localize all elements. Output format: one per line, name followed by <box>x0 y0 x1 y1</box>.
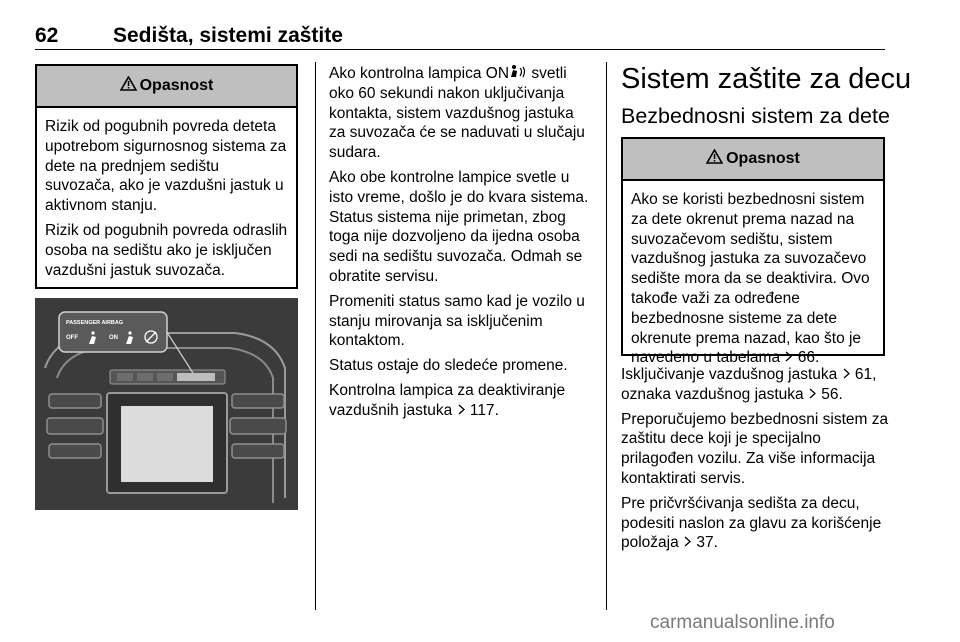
text-run: Isključivanje vazdušnog jastuka <box>621 366 842 383</box>
middle-column <box>329 64 594 426</box>
warning-heading <box>623 139 883 181</box>
warning-heading-text: Opasnost <box>726 150 800 167</box>
warning-paragraph: Rizik od pogubnih povreda deteta upotrebom sigurnosnog sistema za dete na prednjem sedištu suvozača, ako je vazdušni jastuk u aktivnom stanju. <box>45 118 287 215</box>
column-divider-left <box>315 62 316 610</box>
warning-heading <box>37 66 296 108</box>
text-run: . <box>814 349 820 367</box>
page-reference-link[interactable]: 66 <box>797 349 815 367</box>
body-paragraph: Ako obe kontrolne lampice svetle u isto vreme, došlo je do kvara sistema. Status sistema nije primetan, zbog toga nije dozvoljeno da ijedna osoba sedi na sedištu suvozača. Odmah se obratite servisu. <box>329 168 589 285</box>
warning-triangle-icon <box>120 76 137 96</box>
page-number: 62 <box>35 24 59 47</box>
page-ref-arrow-icon <box>457 402 466 419</box>
body-paragraph <box>621 494 889 553</box>
body-paragraph <box>621 365 889 405</box>
header-rule <box>35 49 885 50</box>
body-paragraph: Preporučujemo bezbednosni sistem za zaštitu dece koji je specijalno prilagođen vozilu. Za više informacija kontaktirati servis. <box>621 410 889 487</box>
page-header <box>35 20 885 50</box>
page-ref-arrow-icon <box>842 366 851 383</box>
watermark: carmanualsonline.info <box>650 612 835 633</box>
warning-heading-text: Opasnost <box>139 77 214 94</box>
text-run: Pre pričvršćivanja sedišta za decu, podesiti naslon za glavu za korišćenje položaja <box>621 494 882 552</box>
page-ref-arrow-icon <box>784 349 793 366</box>
column-divider-right <box>606 62 607 610</box>
text-run: . <box>838 385 843 403</box>
text-run: svetli oko 60 sekundi nakon uključivanja kontakta, sistem vazdušnog jastuka za suvozača će se naduvati u slučaju sudara. <box>329 65 585 162</box>
page-reference-link[interactable]: 56 <box>821 385 839 403</box>
text-run: . <box>713 534 718 552</box>
child-seat-icon <box>509 65 527 82</box>
text-run: . <box>494 401 499 419</box>
warning-box-right <box>621 137 885 367</box>
indicator-panel-label: PASSENGER AIRBAG <box>66 320 124 326</box>
warning-paragraph <box>631 190 875 368</box>
indicator-off-label: OFF <box>66 335 78 341</box>
body-paragraph: Promeniti status samo kad je vozilo u stanju mirovanja sa isključenim kontaktom. <box>329 292 585 350</box>
chapter-title: Sedišta, sistemi zaštite <box>113 24 343 47</box>
page-ref-arrow-icon <box>683 534 692 551</box>
page-reference-link[interactable]: 61 <box>854 366 873 383</box>
warning-triangle-icon <box>706 149 723 169</box>
page-reference-link[interactable]: 117 <box>469 401 495 419</box>
warning-body <box>37 108 296 280</box>
warning-body <box>623 181 883 368</box>
body-paragraph <box>329 64 594 163</box>
body-paragraph: Status ostaje do sledeće promene. <box>329 357 568 375</box>
warning-box-left <box>35 64 298 289</box>
text-run: Ako kontrolna lampica ON <box>329 65 510 82</box>
text-run: Kontrolna lampica za deaktiviranje vazdušnih jastuka <box>329 381 566 419</box>
text-run: , oznaka vazdušnog jastuka <box>621 366 877 403</box>
page-ref-arrow-icon <box>808 386 817 403</box>
warning-paragraph: Rizik od pogubnih povreda odraslih osoba na sedištu ako je isključen vazdušni jastuk suvozača. <box>45 221 288 279</box>
right-column-text <box>621 365 889 558</box>
indicator-on-label: ON <box>109 335 118 341</box>
airbag-indicator-illustration <box>35 298 298 510</box>
dashboard-illustration <box>35 298 298 510</box>
page-reference-link[interactable]: 37 <box>696 534 714 552</box>
subsection-title: Bezbednosni sistem za dete <box>621 104 890 128</box>
section-title: Sistem zaštite za decu <box>621 63 912 95</box>
text-run: Ako se koristi bezbednosni sistem za dete okrenut prema nazad na suvozačevom sedištu, sistem vazdušnog jastuka za suvozačevo sedište mora da se deaktivira. Ovo takođe važi za određene bezbednosne sisteme za dete okrenute prema nazad, kao što je navedeno u tabelama <box>631 191 870 367</box>
body-paragraph <box>329 381 594 421</box>
